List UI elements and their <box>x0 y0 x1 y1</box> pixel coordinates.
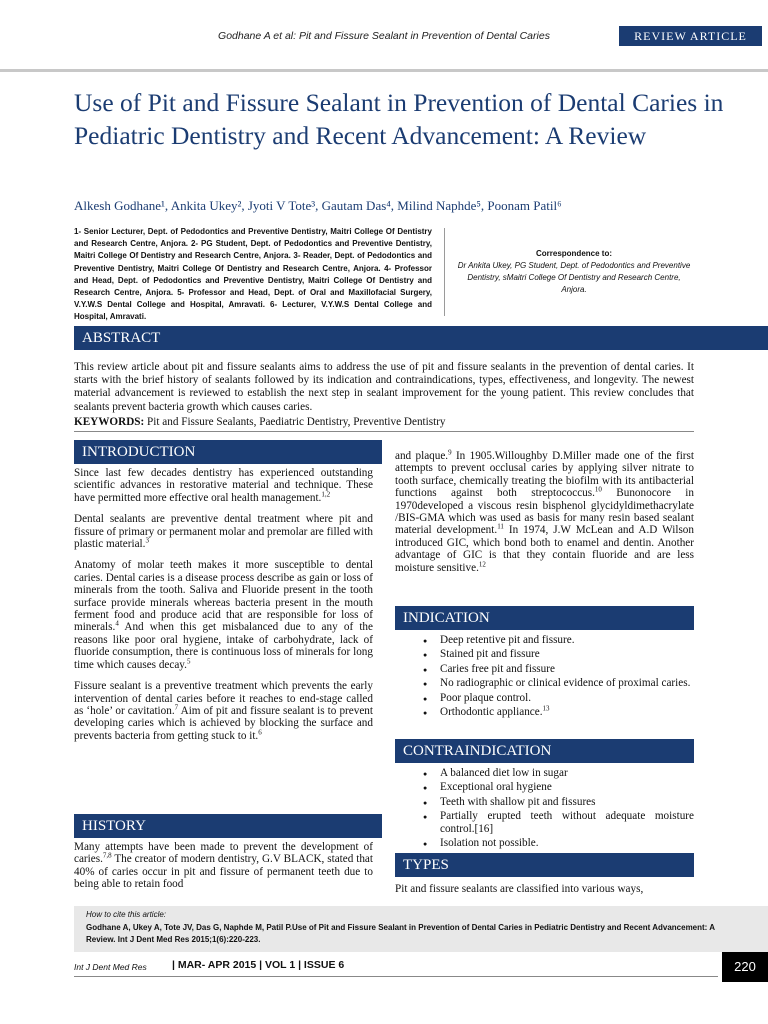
author-list: Alkesh Godhane¹, Ankita Ukey², Jyoti V Tote³, Gautam Das⁴, Milind Naphde⁵, Poonam Patil⁶ <box>74 198 562 213</box>
running-head: Godhane A et al: Pit and Fissure Sealant in Prevention of Dental Caries <box>218 30 550 42</box>
paragraph: and plaque.$^9$ In 1905.Willoughby D.Miller made one of the first attempts to prevent occlusal caries by applying silver nitrate to tooth surface, chemically treating the biofilm with its antibacterial functions against both streptococcus.$^{10}$ Bunonocore in 1970developed a viscous resin bisphenol glycidyldimethacrylate /BIS-GMA which was used as basis for many resin based sealant material development.$^{11}$ In 1974, J.W McLean and A.D Wilson introduced GIC, which bond both to enamel and dentin. Another advantage of GIC is that they contain fluoride and are less moisture sensitive.$^{12}$ <box>395 448 694 574</box>
page-number: 220 <box>722 952 768 982</box>
list-item: ● Orthodontic appliance.$^{13}$ <box>395 706 694 718</box>
paragraph: Since last few decades dentistry has experienced outstanding scientific advances in restorative material and technique. These have permitted more effective oral health management.$^{1,2}$ <box>74 467 373 504</box>
correspondence-text: Dr Ankita Ukey, PG Student, Dept. of Pedodontics and Preventive Dentistry, sMaitri College Of Dentistry and Research Centre, Anjora. <box>457 261 691 294</box>
citation-text: Godhane A, Ukey A, Tote JV, Das G, Naphde M, Patil P.Use of Pit and Fissure Sealant in Prevention of Dental Caries in Pediatric Dentistry and Recent Advancement: A Review. Int J Dent Med Res 2015;1(6):220-223. <box>86 923 715 944</box>
abstract-text: This review article about pit and fissure sealants aims to address the use of pit and fissure sealants in the prevention of dental caries. It starts with the brief history of sealants followed by its indication and contraindications, types, effectiveness, and longevity. The newest material advancement is reviewed to establish the next step in sealant improvement for the young patient. This review concludes that sealants prevent bacteria growth which causes caries. <box>74 361 694 413</box>
article-title: Use of Pit and Fissure Sealant in Prevention of Dental Caries in Pediatric Dentistry and Recent Advancement: A Review <box>74 88 724 150</box>
contraindication-heading: CONTRAINDICATION <box>395 739 694 763</box>
paragraph: Anatomy of molar teeth makes it more susceptible to dental caries. Dental caries is a disease process describe as gain or loss of minerals from the tooth. Saliva and Fluoride present in the tooth surface provide minerals whereas bacteria present in the mouth ferment food and produce acid that are responsible for loss of minerals.$^4$ And when this get misbalanced due to any of the reasons like poor oral hygiene, intake of carbohydrate, lack of fluoride consumption, there is continuous loss of minerals for long time which causes decay.$^5$ <box>74 559 373 671</box>
list-item: ● Isolation not possible. <box>395 837 694 849</box>
list-item: ● Caries free pit and fissure <box>395 663 694 675</box>
contraindication-list <box>395 767 694 851</box>
list-item: ● Deep retentive pit and fissure. <box>395 634 694 646</box>
footer-divider <box>74 976 718 977</box>
footer-journal: Int J Dent Med Res <box>74 962 147 972</box>
list-item: ● Teeth with shallow pit and fissures <box>395 796 694 808</box>
keywords-label: KEYWORDS: <box>74 416 145 428</box>
types-heading: TYPES <box>395 853 694 877</box>
keywords <box>74 416 694 428</box>
list-item: ● Exceptional oral hygiene <box>395 781 694 793</box>
list-item: ● A balanced diet low in sugar <box>395 767 694 779</box>
types-text: Pit and fissure sealants are classified into various ways, <box>395 883 644 895</box>
history-heading: HISTORY <box>74 814 382 838</box>
list-item: ● Stained pit and fissure <box>395 648 694 660</box>
indication-list <box>395 634 694 720</box>
abstract-heading: ABSTRACT <box>74 326 768 350</box>
paragraph: Fissure sealant is a preventive treatment which prevents the early intervention of dental caries before it reaches to end-stage called as ‘hole’ or cavitation.$^7$ Aim of pit and fissure sealant is to prevent developing caries which is achieved by blocking the surface and prevents bacteria from getting stuck to it.$^6$ <box>74 680 373 742</box>
affiliations: 1- Senior Lecturer, Dept. of Pedodontics and Preventive Dentistry, Maitri College Of Dentistry and Research Centre, Anjora. 2- PG Student, Dept. of Pedodontics and Preventive Dentistry, Maitri College Of Dentistry and Research Centre, Anjora. 3- Reader, Dept. of Pedodontics and Preventive Dentistry, Maitri College Of Dentistry and Research Centre, Anjora. 4- Professor and Head, Dept. of Pedodontics and Preventive Dentistry, Maitri College Of Dentistry and Research Centre, Anjora. 5- Professor and Head, Dept. of Oral and Maxillofacial Surgery, V.Y.W.S Dental College and Hospital, Amravati. 6- Lecturer, V.Y.W.S Dental College and Hospital, Amravati. <box>74 227 432 322</box>
article-type-badge: REVIEW ARTICLE <box>619 26 762 46</box>
column-divider <box>444 228 445 316</box>
paragraph: Dental sealants are preventive dental treatment where pit and fissure of primary or permanent molar and premolar are filled with plastic material.$^3$ <box>74 513 373 551</box>
footer-issue: | MAR- APR 2015 | VOL 1 | ISSUE 6 <box>172 959 345 971</box>
history-body-left <box>74 841 373 900</box>
correspondence <box>456 248 692 296</box>
keywords-divider <box>74 431 694 432</box>
correspondence-heading: Correspondence to: <box>535 249 612 258</box>
list-item: ● Partially erupted teeth without adequate moisture control.[16] <box>395 810 694 835</box>
introduction-body <box>74 467 373 751</box>
list-item: ● Poor plaque control. <box>395 692 694 704</box>
introduction-heading: INTRODUCTION <box>74 440 382 464</box>
citation-heading: How to cite this article: <box>86 910 167 919</box>
keywords-text: Pit and Fissure Sealants, Paediatric Dentistry, Preventive Dentistry <box>147 416 446 428</box>
list-item: ● No radiographic or clinical evidence of proximal caries. <box>395 677 694 689</box>
header-divider <box>0 69 768 72</box>
paragraph: Many attempts have been made to prevent the development of caries.$^{7,8}$ The creator of modern dentistry, G.V BLACK, stated that 40% of caries occur in pit and fissure of permanent teeth due to being able to retain food <box>74 841 373 891</box>
history-body-right <box>395 450 694 583</box>
indication-heading: INDICATION <box>395 606 694 630</box>
